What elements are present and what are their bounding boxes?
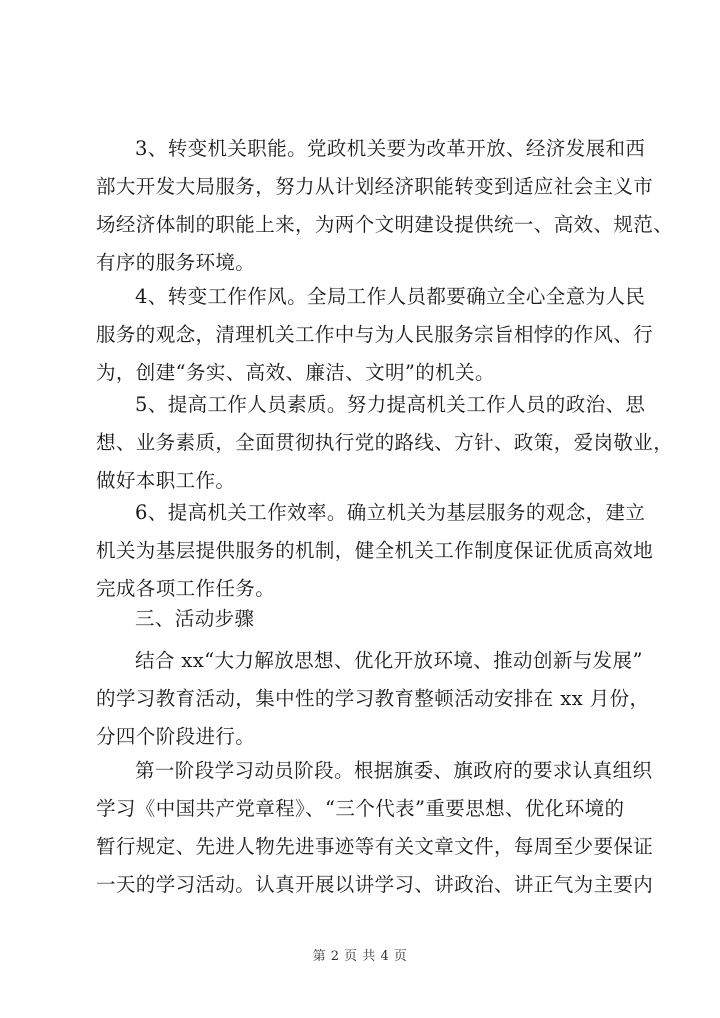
text-line: 分四个阶段进行。 xyxy=(96,725,256,748)
page-number-footer: 第 2 页 共 4 页 xyxy=(312,949,408,964)
text-line: 为，创建“务实、高效、廉洁、文明”的机关。 xyxy=(96,361,495,384)
text-line: 4、转变工作作风。全局工作人员都要确立全心全意为人民 xyxy=(135,285,646,308)
text-line: 场经济体制的职能上来，为两个文明建设提供统一、高效、规范、 xyxy=(96,213,674,236)
text-line: 有序的服务环境。 xyxy=(96,251,256,274)
text-line: 5、提高工作人员素质。努力提高机关工作人员的政治、思 xyxy=(135,393,646,416)
paragraph-item-4 xyxy=(96,278,656,392)
text-line: 的学习教育活动，集中性的学习教育整顿活动安排在 xx 月份， xyxy=(96,687,650,710)
paragraph-stage-one xyxy=(96,752,656,904)
text-line: 暂行规定、先进人物先进事迹等有关文章文件，每周至少要保证 xyxy=(96,835,654,858)
text-line: 3、转变机关职能。党政机关要为改革开放、经济发展和西 xyxy=(135,137,646,160)
text-line: 完成各项工作任务。 xyxy=(96,577,276,600)
paragraph-item-3 xyxy=(96,130,674,282)
text-line: 一天的学习活动。认真开展以讲学习、讲政治、讲正气为主要内 xyxy=(96,873,654,896)
text-line: 部大开发大局服务，努力从计划经济职能转变到适应社会主义市 xyxy=(96,175,654,198)
text-line: 第一阶段学习动员阶段。根据旗委、旗政府的要求认真组织 xyxy=(135,759,653,782)
heading-text: 三、活动步骤 xyxy=(135,607,255,630)
text-line: 6、提高机关工作效率。确立机关为基层服务的观念，建立 xyxy=(135,501,646,524)
text-line: 想、业务素质，全面贯彻执行党的路线、方针、政策，爱岗敬业， xyxy=(96,431,674,454)
text-line: 结合 xx“大力解放思想、优化开放环境、推动创新与发展” xyxy=(135,649,643,672)
paragraph-intro xyxy=(96,642,656,756)
text-line: 机关为基层提供服务的机制，健全机关工作制度保证优质高效地 xyxy=(96,539,654,562)
paragraph-item-6 xyxy=(96,494,656,608)
text-line: 服务的观念，清理机关工作中与为人民服务宗旨相悖的作风、行 xyxy=(96,323,654,346)
text-line: 做好本职工作。 xyxy=(96,469,236,492)
section-heading xyxy=(96,600,656,638)
paragraph-item-5 xyxy=(96,386,674,500)
text-line: 学习《中国共产党章程》、“三个代表”重要思想、优化环境的 xyxy=(96,797,625,820)
